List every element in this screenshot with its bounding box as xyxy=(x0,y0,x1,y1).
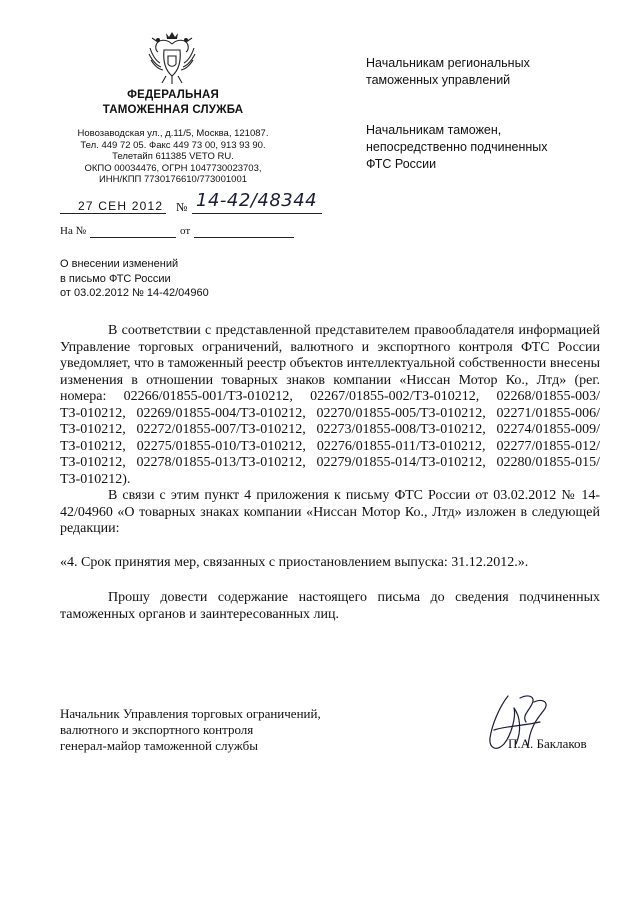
body-paragraph-2: В связи с этим пункт 4 приложения к письму ФТС России от 03.02.2012 № 14-42/04960 «О товарных знаках компании «Ниссан Мотор Ко., Лтд» изложен в следующей редакции: xyxy=(60,488,600,536)
contact-line: Тел. 449 72 05. Факс 449 73 00, 913 93 90. xyxy=(80,139,266,151)
signer-line: Начальник Управления торговых ограничений, xyxy=(60,706,321,721)
na-label: На № xyxy=(60,225,87,237)
body-paragraph-3: «4. Срок принятия мер, связанных с приостановлением выпуска: 31.12.2012.». xyxy=(60,554,529,570)
body-paragraph-4: Прошу довести содержание настоящего письма до сведения подчиненных таможенных органов и заинтересованных лиц. xyxy=(60,590,600,622)
contact-line: ИНН/КПП 7730176610/773001001 xyxy=(98,174,248,186)
contact-line: ОКПО 00034476, ОГРН 1047730023703, xyxy=(84,162,262,174)
agency-line-1: ФЕДЕРАЛЬНАЯ xyxy=(127,89,219,101)
document-date: 27 СЕН 2012 xyxy=(78,199,164,213)
letter-subject xyxy=(60,257,209,301)
signer-line: валютного и экспортного контроля xyxy=(60,722,254,737)
letter-body xyxy=(60,323,600,623)
handwritten-signature xyxy=(470,686,560,766)
agency-line-2: ТАМОЖЕННАЯ СЛУЖБА xyxy=(102,104,244,116)
reference-row xyxy=(60,222,320,242)
addressee-customs xyxy=(366,122,548,173)
subject-line: от 03.02.2012 № 14-42/04960 xyxy=(60,287,209,299)
signer-name: П.А. Баклаков xyxy=(508,736,587,751)
number-label: № xyxy=(176,200,188,214)
ot-label: от xyxy=(180,225,191,237)
addressee-line: непосредственно подчиненных xyxy=(366,140,548,154)
signer-position xyxy=(60,706,321,754)
body-paragraph-1: В соответствии с представленной представителем правообладателя информацией Управление торговых ограничений, валютного и экспортного контроля ФТС России уведомляет, что в таможенный реестр объектов интеллектуальной собственности внесены изменения в отношении товарных знаков компании «Ниссан Мотор Ко., Лтд» (рег. номера: 02266/01855-001/ТЗ-010212, 02267/01855-002/ТЗ-010212, 02268/01855-003/ТЗ-010212, 02269/01855-004/ТЗ-010212, 02270/01855-005/ТЗ-010212, 02271/01855-006/ТЗ-010212, 02272/01855-007/ТЗ-010212, 02273/01855-008/ТЗ-010212, 02274/01855-009/ТЗ-010212, 02275/01855-010/ТЗ-010212, 02276/01855-011/ТЗ-010212, 02277/01855-012/ТЗ-010212, 02278/01855-013/ТЗ-010212, 02279/01855-014/ТЗ-010212, 02280/01855-015/ТЗ-010212). xyxy=(60,323,600,487)
double-headed-eagle-icon xyxy=(146,30,198,86)
subject-line: О внесении изменений xyxy=(60,258,179,270)
addressee-line: Начальникам региональных xyxy=(366,56,530,70)
document-number: 14-42/48344 xyxy=(196,190,318,211)
signer-line: генерал-майор таможенной службы xyxy=(60,738,258,753)
addressee-line: таможенных управлений xyxy=(366,73,511,87)
subject-line: в письмо ФТС России xyxy=(60,272,171,285)
addressee-line: ФТС России xyxy=(366,157,437,171)
contact-line: Новозаводская ул., д.11/5, Москва, 121087. xyxy=(77,128,269,139)
document-date-number xyxy=(60,190,330,219)
agency-name xyxy=(70,88,276,118)
addressee-line: Начальникам таможен, xyxy=(366,123,502,137)
addressee-regional xyxy=(366,55,530,89)
agency-contacts xyxy=(60,128,286,186)
contact-line: Телетайп 611385 VETO RU. xyxy=(112,151,234,163)
